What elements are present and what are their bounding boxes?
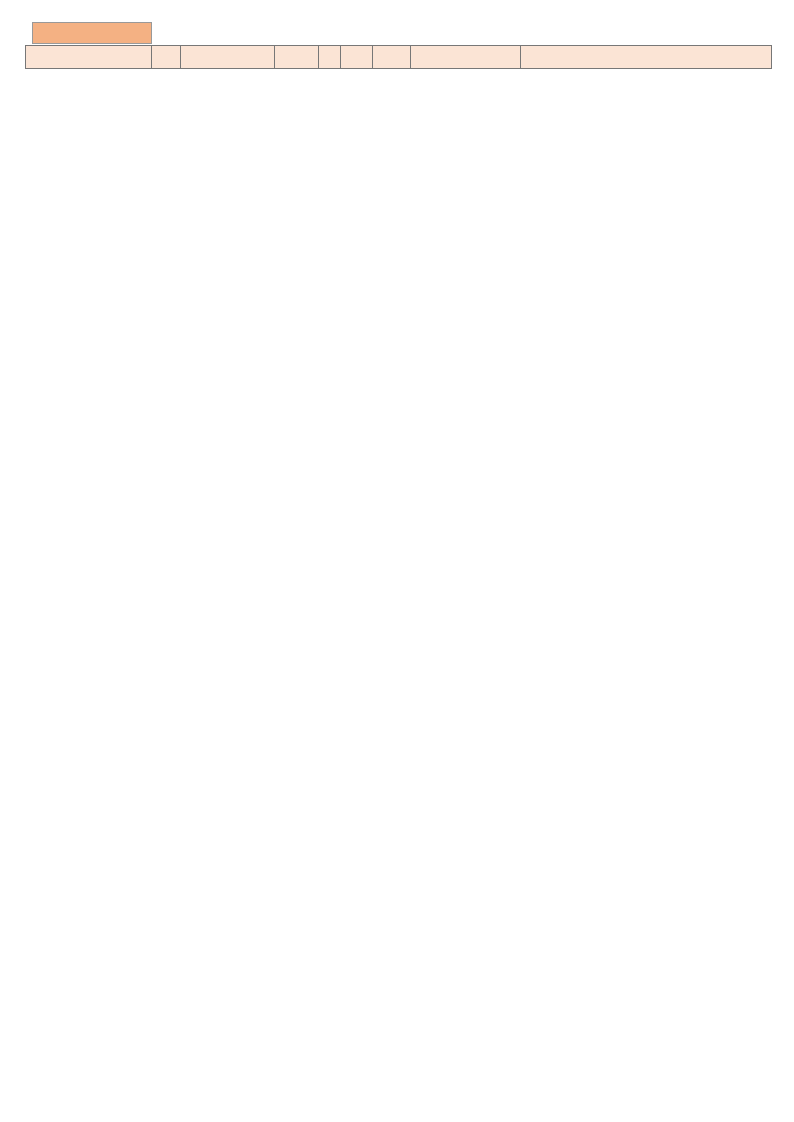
header-desc	[521, 46, 772, 69]
header-time	[181, 46, 275, 69]
header-course	[26, 46, 152, 69]
header-row	[26, 46, 772, 69]
course-table	[25, 45, 772, 69]
header-room	[373, 46, 411, 69]
page-title	[32, 22, 152, 44]
header-teacher	[152, 46, 181, 69]
header-count	[319, 46, 341, 69]
header-fee	[341, 46, 373, 69]
header-prep	[411, 46, 521, 69]
header-target	[275, 46, 319, 69]
